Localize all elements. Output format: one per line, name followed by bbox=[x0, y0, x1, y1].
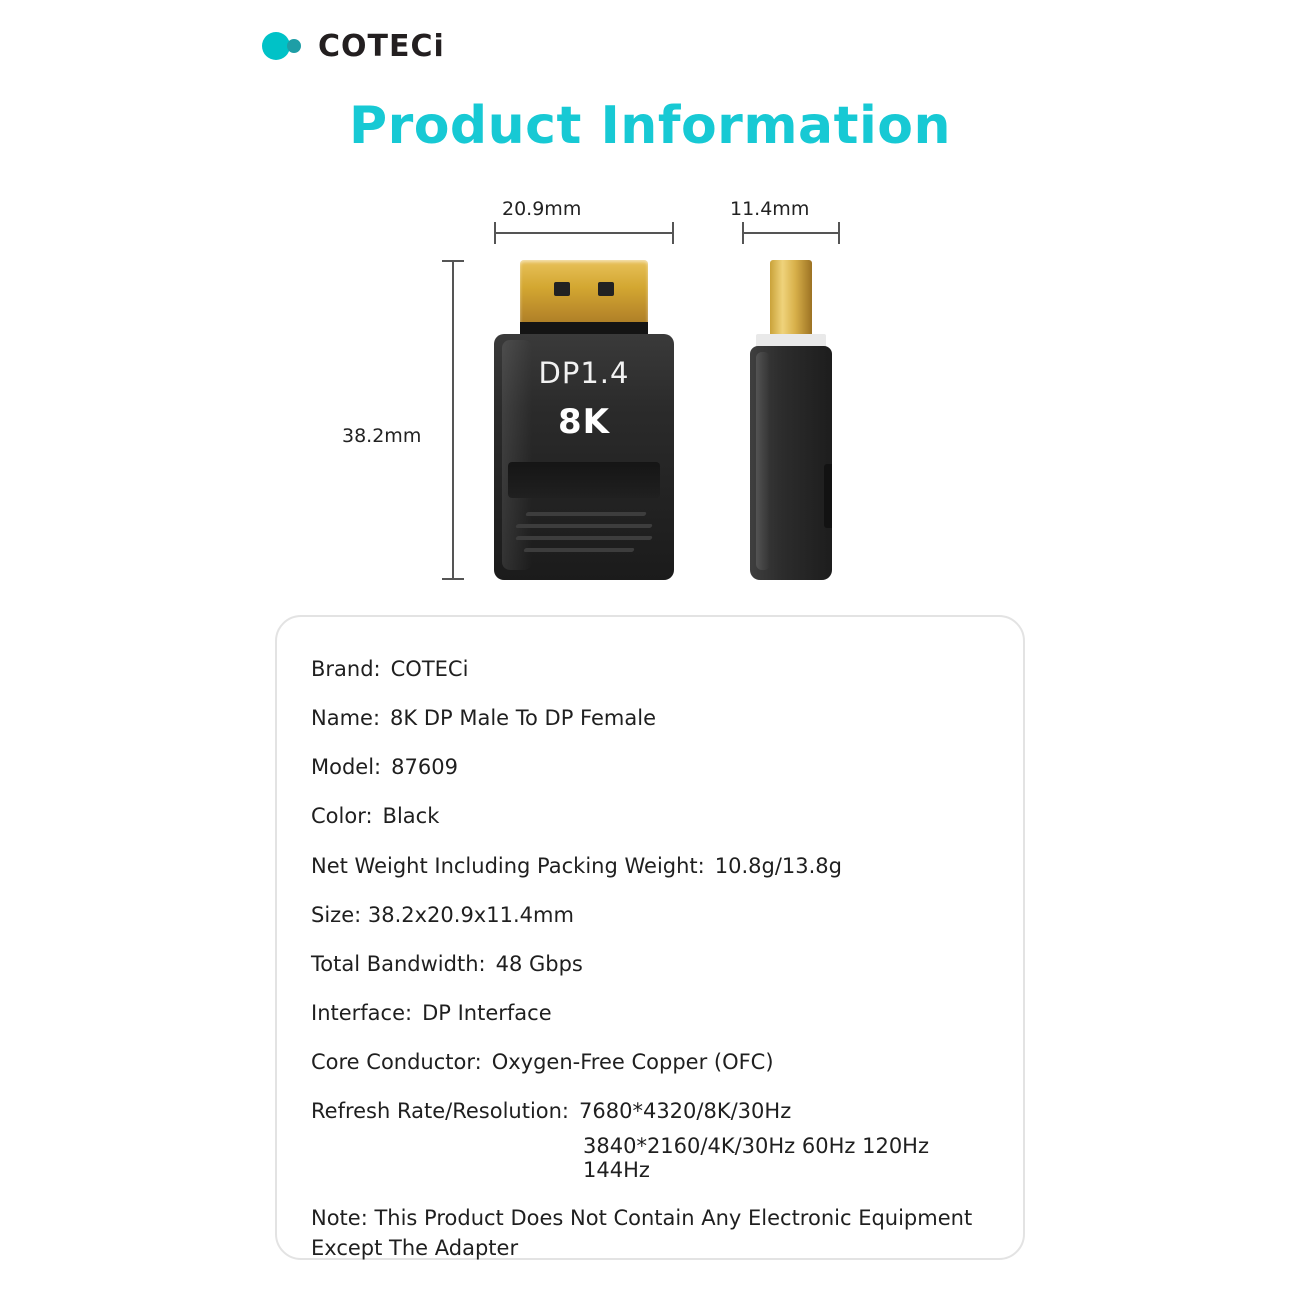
spec-row bbox=[311, 753, 989, 781]
adapter-body-side bbox=[750, 346, 832, 580]
dimension-width-side-label: 11.4mm bbox=[730, 198, 810, 220]
spec-label: Total Bandwidth: bbox=[311, 951, 486, 976]
spec-value: 7680*4320/8K/30Hz bbox=[579, 1099, 792, 1124]
product-diagram bbox=[330, 190, 950, 610]
adapter-female-port-slot bbox=[508, 462, 660, 498]
specification-card bbox=[275, 615, 1025, 1260]
adapter-label-dp: DP1.4 bbox=[538, 356, 630, 390]
spec-label: Color: bbox=[311, 804, 373, 829]
spec-value: 48 Gbps bbox=[495, 951, 583, 976]
spec-row bbox=[311, 704, 989, 732]
spec-refresh-rate-second-line: 3840*2160/4K/30Hz 60Hz 120Hz 144Hz bbox=[583, 1134, 929, 1183]
spec-value: Black bbox=[382, 804, 440, 829]
spec-row bbox=[311, 999, 989, 1027]
dimension-tick-height-bottom bbox=[442, 578, 464, 580]
spec-label: Net Weight Including Packing Weight: bbox=[311, 853, 705, 878]
dimension-tick-front-right bbox=[672, 222, 674, 244]
spec-label: Size: 38.2x20.9x11.4mm bbox=[311, 902, 574, 927]
spec-value: DP Interface bbox=[422, 1000, 552, 1025]
spec-row bbox=[311, 655, 989, 683]
spec-label: Interface: bbox=[311, 1000, 413, 1025]
page-title: Product Information bbox=[348, 96, 952, 156]
spec-label: Refresh Rate/Resolution: bbox=[311, 1099, 570, 1124]
dimension-tick-height-top bbox=[442, 260, 464, 262]
adapter-front-view bbox=[494, 260, 674, 580]
dimension-line-side-width bbox=[742, 232, 840, 234]
dimension-line-height bbox=[452, 260, 454, 580]
adapter-grip-ridges bbox=[516, 510, 652, 558]
spec-value: Oxygen-Free Copper (OFC) bbox=[491, 1050, 774, 1074]
brand-name: COTECi bbox=[318, 28, 445, 64]
dimension-height-label: 38.2mm bbox=[342, 425, 422, 447]
brand-logo bbox=[262, 28, 445, 64]
adapter-label-8k: 8K bbox=[557, 402, 610, 442]
spec-value: COTECi bbox=[390, 657, 469, 681]
spec-value: 87609 bbox=[391, 755, 458, 780]
dimension-tick-side-left bbox=[742, 222, 744, 244]
dimension-tick-front-left bbox=[494, 222, 496, 244]
dimension-tick-side-right bbox=[838, 222, 840, 244]
dimension-line-front-width bbox=[494, 232, 674, 234]
spec-row bbox=[311, 901, 989, 929]
spec-value: 10.8g/13.8g bbox=[714, 853, 842, 878]
spec-value: 8K DP Male To DP Female bbox=[390, 706, 656, 731]
spec-label: Core Conductor: bbox=[311, 1050, 482, 1074]
coteci-dots-logo-icon bbox=[262, 28, 308, 64]
spec-row bbox=[311, 852, 989, 880]
spec-row bbox=[311, 950, 989, 978]
spec-row bbox=[311, 802, 989, 830]
dimension-width-front-label: 20.9mm bbox=[502, 198, 582, 220]
spec-label: Name: bbox=[311, 706, 381, 731]
spec-label: Model: bbox=[311, 755, 382, 780]
spec-row bbox=[311, 1097, 989, 1125]
adapter-side-view bbox=[742, 260, 840, 580]
adapter-body-front bbox=[494, 334, 674, 580]
displayport-plug-side-icon bbox=[770, 260, 812, 342]
spec-row bbox=[311, 1048, 989, 1076]
spec-label: Brand: bbox=[311, 657, 381, 681]
spec-note: Note: This Product Does Not Contain Any Electronic Equipment Except The Adapter bbox=[311, 1206, 973, 1261]
